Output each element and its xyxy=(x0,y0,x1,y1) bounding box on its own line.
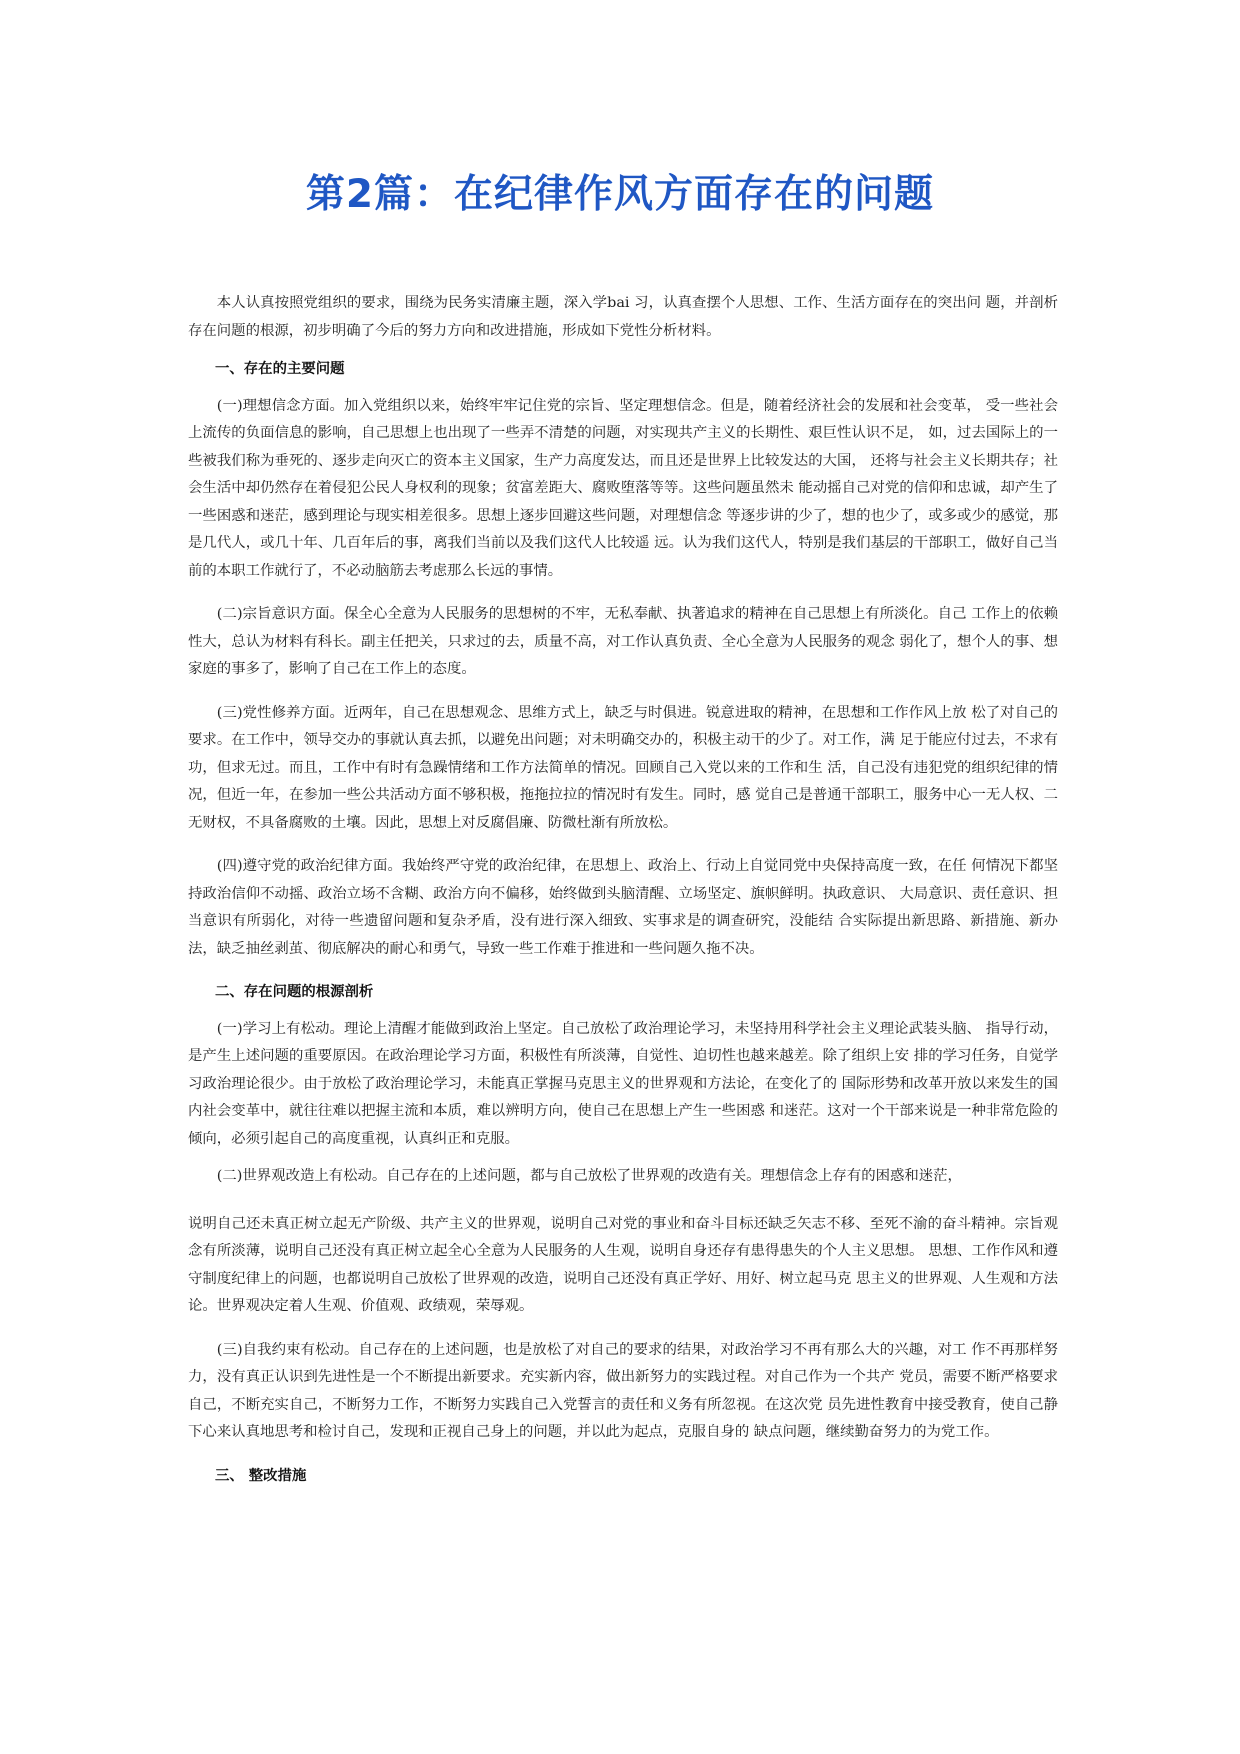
section-heading-3: 三、 整改措施 xyxy=(215,1467,307,1484)
paragraph-2-1: (一)学习上有松动。理论上清醒才能做到政治上坚定。自己放松了政治理论学习，未坚持用科学社会主义理论武装头脑、 指导行动，是产生上述问题的重要原因。在政治理论学习方面，积极性有所淡薄，自觉性、迫切性也越来越差。除了组织上安 排的学习任务，自觉学习政治理论很少。由于放松了政治理论学习，未能真正掌握马克思主义的世界观和方法论，在变化了的 国际形势和改革开放以来发生的国内社会变革中，就往往难以把握主流和本质，难以辨明方向，使自己在思想上产生一些困惑 和迷茫。这对一个干部来说是一种非常危险的倾向，必须引起自己的高度重视，认真纠正和克服。 xyxy=(188,1020,1058,1147)
intro-paragraph: 本人认真按照党组织的要求，围绕为民务实清廉主题，深入学bai 习，认真查摆个人思想、工作、生活方面存在的突出问 题，并剖析存在问题的根源，初步明确了今后的努力方向和改进措施，形成如下党性分析材料。 xyxy=(188,295,1058,339)
document-title: 第2篇：在纪律作风方面存在的问题 xyxy=(305,172,935,217)
paragraph-1-3: (三)党性修养方面。近两年，自己在思想观念、思维方式上，缺乏与时俱进。锐意进取的精神，在思想和工作作风上放 松了对自己的要求。在工作中，领导交办的事就认真去抓，以避免出问题；对未明确交办的，积极主动干的少了。对工作，满 足于能应付过去，不求有功，但求无过。而且，工作中有时有急躁情绪和工作方法简单的情况。回顾自己入党以来的工作和生 活，自己没有违犯党的组织纪律的情况，但近一年，在参加一些公共活动方面不够积极，拖拖拉拉的情况时有发生。同时，感 觉自己是普通干部职工，服务中心一无人权、二无财权，不具备腐败的土壤。因此，思想上对反腐倡廉、防微杜渐有所放松。 xyxy=(188,704,1058,831)
paragraph-2-3: (三)自我约束有松动。自己存在的上述问题，也是放松了对自己的要求的结果，对政治学习不再有那么大的兴趣，对工 作不再那样努力，没有真正认识到先进性是一个不断提出新要求。充实新内容，做出新努力的实践过程。对自己作为一个共产 党员，需要不断严格要求自己，不断充实自己，不断努力工作，不断努力实践自己入党誓言的责任和义务有所忽视。在这次党 员先进性教育中接受教育，使自己静下心来认真地思考和检讨自己，发现和正视自己身上的问题，并以此为起点，克服自身的 缺点问题，继续勤奋努力的为党工作。 xyxy=(188,1341,1058,1440)
paragraph-2-2: (二)世界观改造上有松动。自己存在的上述问题，都与自己放松了世界观的改造有关。理想信念上存有的困惑和迷茫， xyxy=(216,1168,962,1184)
document-body xyxy=(188,290,1058,1499)
section-heading-1: 一、存在的主要问题 xyxy=(215,361,345,377)
paragraph-1-2: (二)宗旨意识方面。保全心全意为人民服务的思想树的不牢，无私奉献、执著追求的精神在自己思想上有所淡化。自己 工作上的依赖性大，总认为材料有科长。副主任把关，只求过的去，质量不高，对工作认真负责、全心全意为人民服务的观念 弱化了，想个人的事、想家庭的事多了，影响了自己在工作上的态度。 xyxy=(188,606,1058,677)
paragraph-1-1: (一)理想信念方面。加入党组织以来，始终牢牢记住党的宗旨、坚定理想信念。但是，随着经济社会的发展和社会变革， 受一些社会上流传的负面信息的影响，自己思想上也出现了一些弄不清楚的问题，对实现共产主义的长期性、艰巨性认识不足， 如，过去国际上的一些被我们称为垂死的、逐步走向灭亡的资本主义国家，生产力高度发达，而且还是世界上比较发达的大国， 还将与社会主义长期共存；社会生活中却仍然存在着侵犯公民人身权利的现象；贫富差距大、腐败堕落等等。这些问题虽然未 能动摇自己对党的信仰和忠诚，却产生了一些困惑和迷茫，感到理论与现实相差很多。思想上逐步回避这些问题，对理想信念 等逐步讲的少了，想的也少了，或多或少的感觉，那是几代人，或几十年、几百年后的事，离我们当前以及我们这代人比较遥 远。认为我们这代人，特别是我们基层的干部职工，做好自己当前的本职工作就行了，不必动脑筋去考虑那么长远的事情。 xyxy=(188,397,1058,579)
paragraph-2-2-continued: 说明自己还未真正树立起无产阶级、共产主义的世界观，说明自己对党的事业和奋斗目标还缺乏矢志不移、至死不渝的奋斗精神。宗旨观念有所淡薄，说明自己还没有真正树立起全心全意为人民服务的人生观，说明自身还存有患得患失的个人主义思想。 思想、工作作风和遵守制度纪律上的问题，也都说明自己放松了世界观的改造，说明自己还没有真正学好、用好、树立起马克 思主义的世界观、人生观和方法论。世界观决定着人生观、价值观、政绩观，荣辱观。 xyxy=(188,1215,1058,1314)
section-heading-2: 二、存在问题的根源剖析 xyxy=(215,984,374,1000)
paragraph-1-4: (四)遵守党的政治纪律方面。我始终严守党的政治纪律，在思想上、政治上、行动上自觉同党中央保持高度一致，在任 何情况下都坚持政治信仰不动摇、政治立场不含糊、政治方向不偏移，始终做到头脑清醒、立场坚定、旗帜鲜明。执政意识、 大局意识、责任意识、担当意识有所弱化，对待一些遗留问题和复杂矛盾，没有进行深入细致、实事求是的调查研究，没能结 合实际提出新思路、新措施、新办法，缺乏抽丝剥茧、彻底解决的耐心和勇气，导致一些工作难于推进和一些问题久拖不决。 xyxy=(188,858,1058,957)
